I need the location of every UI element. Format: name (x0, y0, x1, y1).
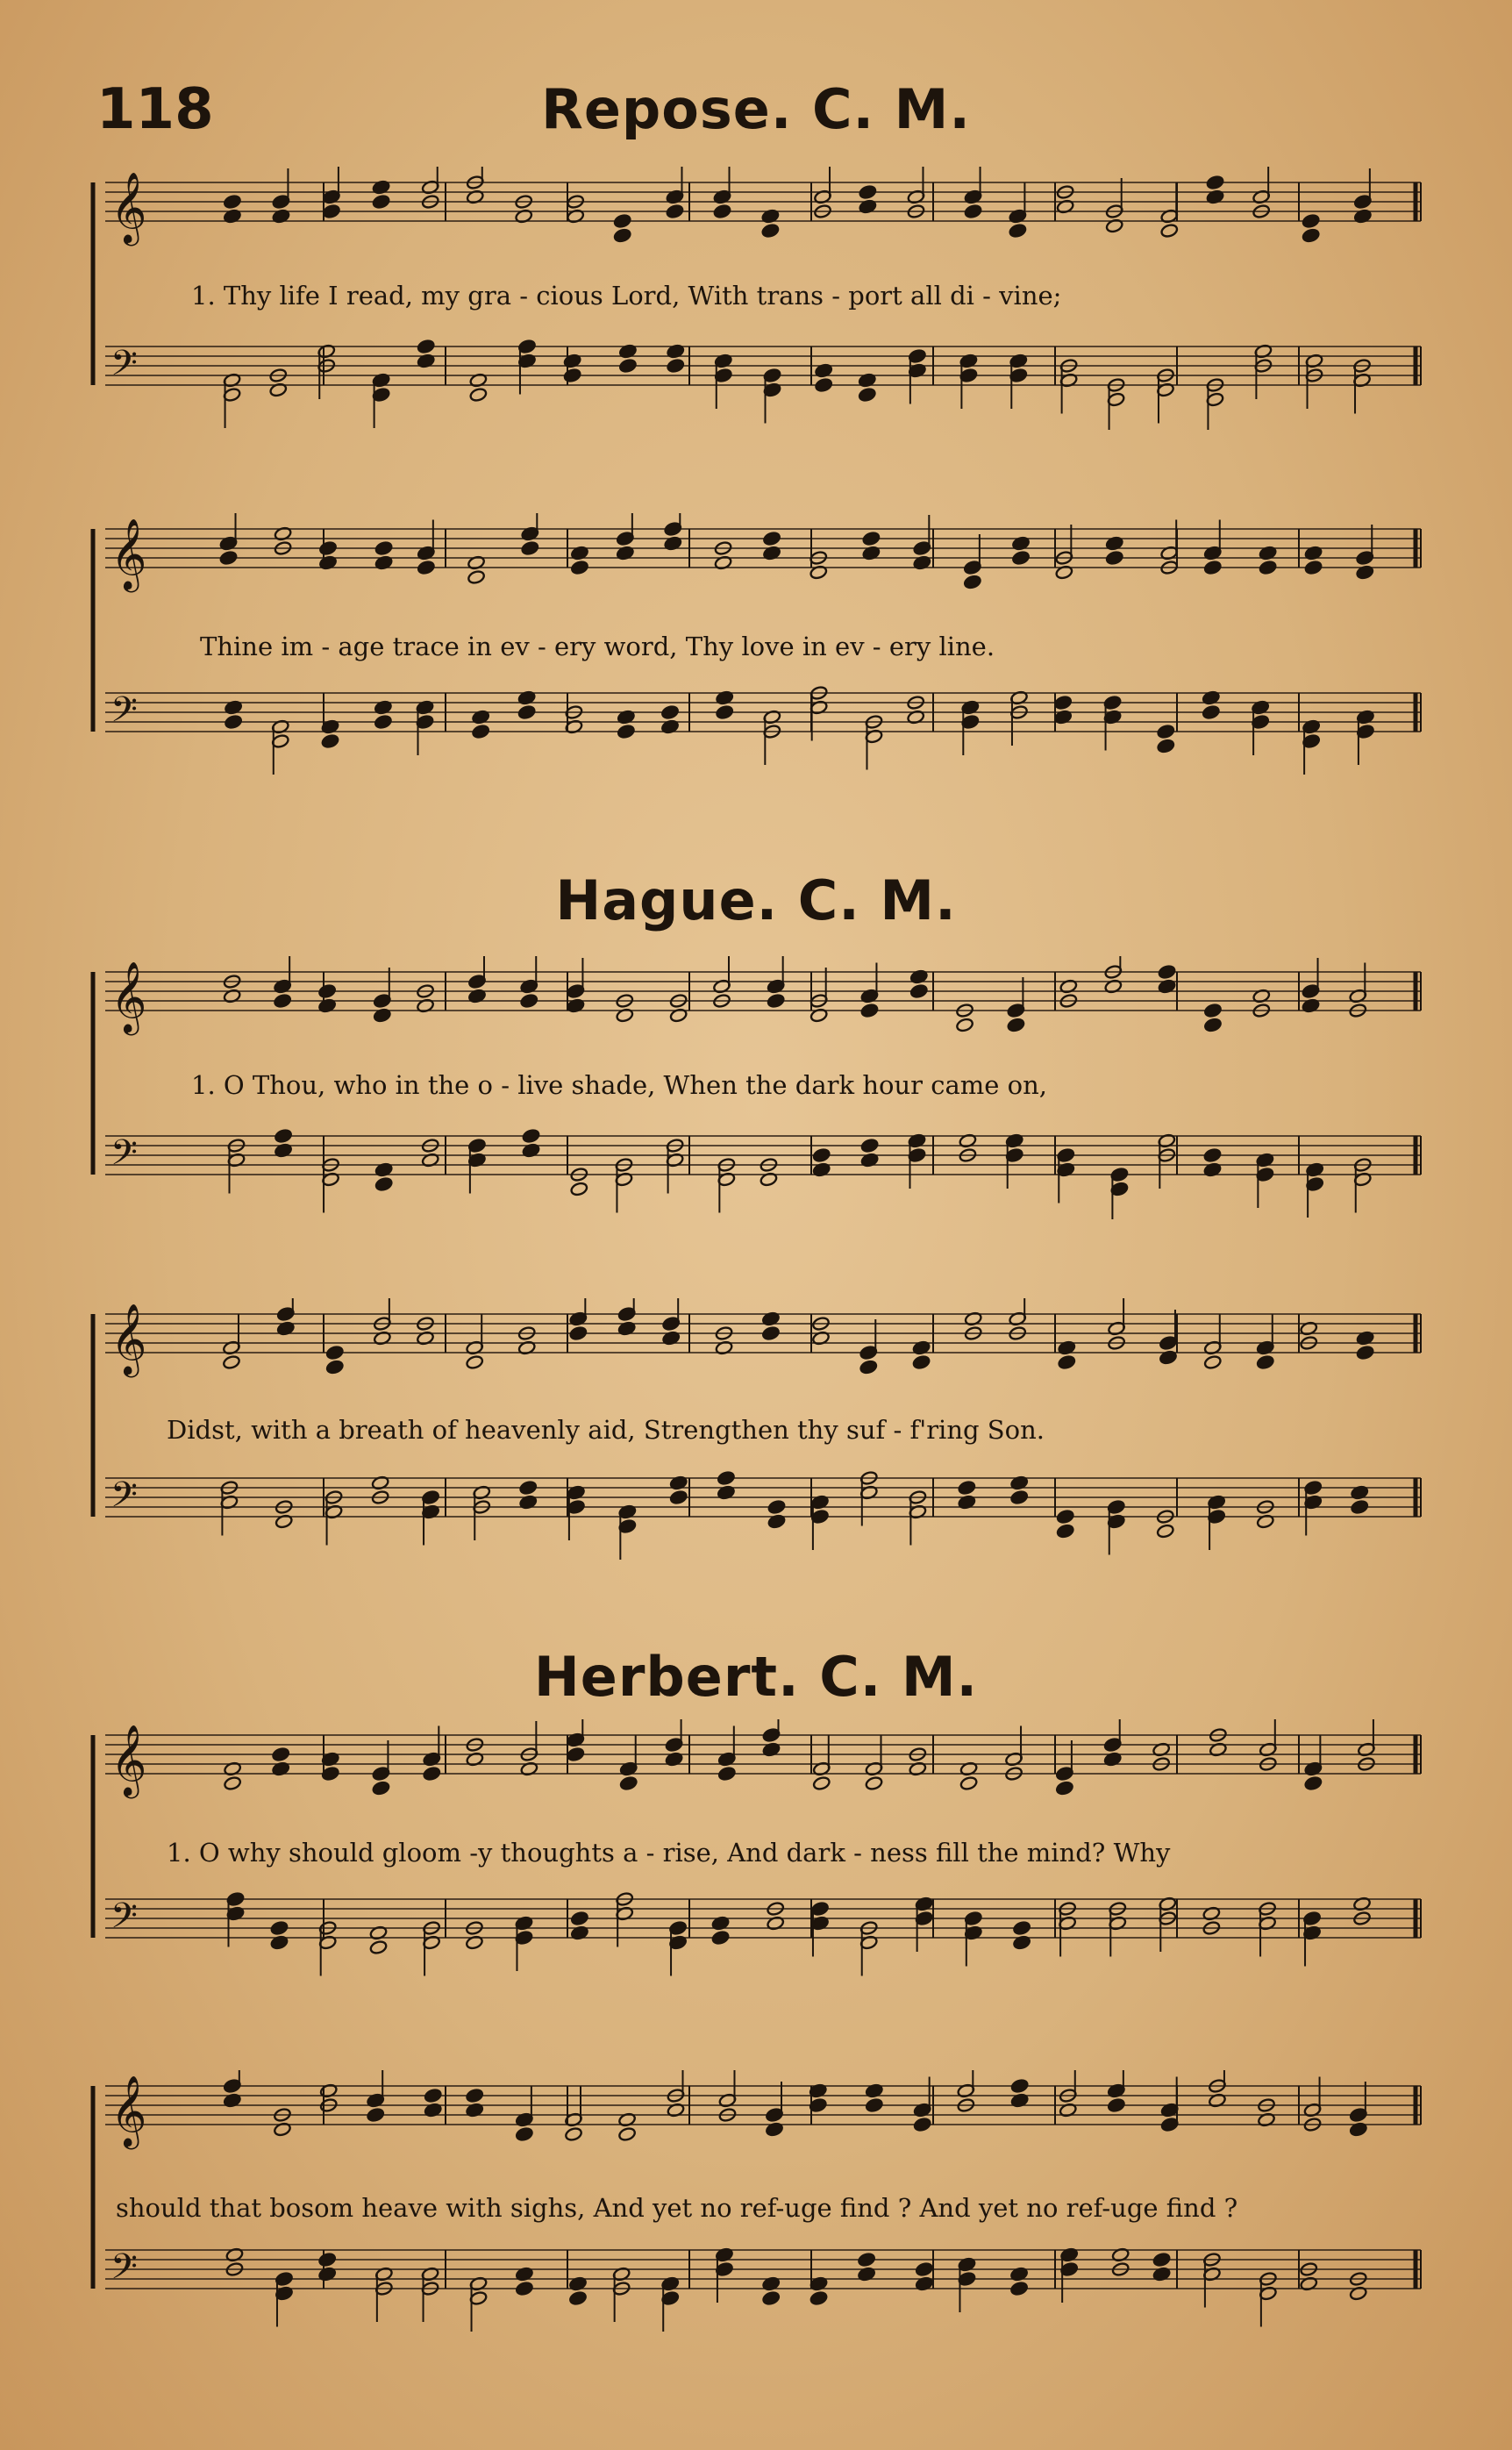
svg-text:𝄢: 𝄢 (111, 343, 138, 392)
hymn-title-hague: Hague. C. M. (555, 868, 957, 932)
music-system (79, 1298, 1430, 1570)
music-system (79, 956, 1430, 1219)
lyric-line: should that bosom heave with sighs, And yet no ref-uge find ? And yet no ref-uge find ? (116, 2193, 1238, 2223)
svg-text:𝄞: 𝄞 (111, 518, 147, 589)
hymn-title-herbert: Herbert. C. M. (533, 1645, 979, 1709)
lyric-line: 1. O why should gloom -y thoughts a - rise, And dark - ness fill the mind? Why (167, 1838, 1171, 1868)
lyric-line: 1. Thy life I read, my gra - cious Lord, With trans - port all di - vine; (191, 281, 1062, 311)
svg-text:𝄞: 𝄞 (111, 1724, 147, 1796)
svg-text:𝄞: 𝄞 (111, 1303, 147, 1375)
music-system (79, 513, 1430, 785)
svg-text:𝄢: 𝄢 (111, 2246, 138, 2296)
svg-text:𝄢: 𝄢 (111, 1475, 138, 1524)
svg-text:𝄞: 𝄞 (111, 961, 147, 1032)
lyric-line: Didst, with a breath of heavenly aid, Strengthen thy suf - f'ring Son. (167, 1415, 1045, 1445)
svg-text:𝄢: 𝄢 (111, 689, 138, 739)
lyric-line: Thine im - age trace in ev - ery word, Thy love in ev - ery line. (200, 632, 995, 661)
svg-text:𝄢: 𝄢 (111, 1132, 138, 1182)
hymn-title-repose: Repose. C. M. (541, 77, 971, 141)
page-number: 118 (96, 77, 214, 142)
music-system (79, 1719, 1430, 1982)
music-system (79, 2070, 1430, 2351)
svg-text:𝄞: 𝄞 (111, 2075, 147, 2146)
music-system (79, 167, 1430, 430)
svg-text:𝄞: 𝄞 (111, 171, 147, 243)
svg-text:𝄢: 𝄢 (111, 1896, 138, 1945)
lyric-line: 1. O Thou, who in the o - live shade, When the dark hour came on, (191, 1070, 1047, 1100)
